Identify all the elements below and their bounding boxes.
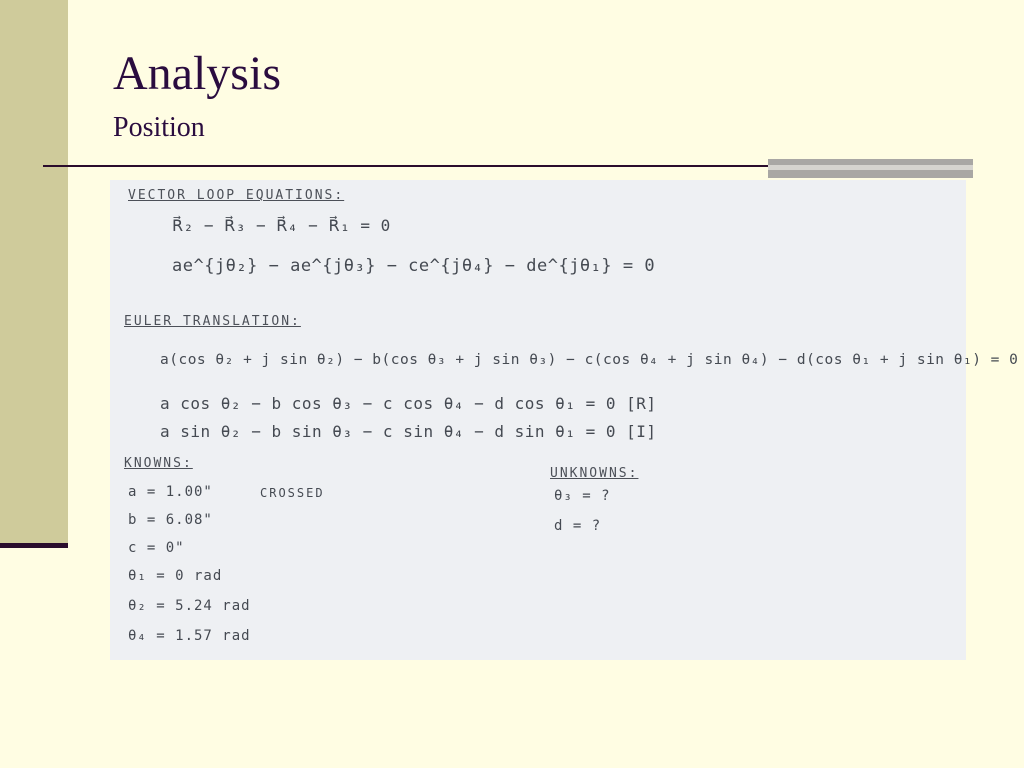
vector-loop-heading: VECTOR LOOP EQUATIONS: — [128, 188, 345, 203]
slide-subtitle: Position — [113, 112, 205, 143]
euler-equation: a(cos θ₂ + j sin θ₂) − b(cos θ₃ + j sin θ₃) − c(cos θ₄ + j sin θ₄) − d(cos θ₁ + j sin θ₁) = 0 — [160, 352, 1019, 368]
known-b: b = 6.08" — [128, 512, 213, 528]
imaginary-component-equation: a sin θ₂ − b sin θ₃ − c sin θ₄ − d sin θ₁ = 0 [I] — [160, 422, 657, 441]
complex-loop-equation: ae^{jθ₂} − ae^{jθ₃} − ce^{jθ₄} − de^{jθ₁} = 0 — [172, 256, 656, 276]
crossed-label: CROSSED — [260, 486, 325, 500]
known-theta-1: θ₁ = 0 rad — [128, 568, 223, 584]
known-theta-4: θ₄ = 1.57 rad — [128, 628, 251, 644]
slide-title: Analysis — [113, 47, 281, 100]
side-bar-edge-decoration — [0, 543, 68, 548]
unknown-theta-3: θ₃ = ? — [554, 488, 611, 504]
vector-loop-equation: R⃗₂ − R⃗₃ − R⃗₄ − R⃗₁ = 0 — [172, 216, 391, 235]
knowns-heading: KNOWNS: — [124, 456, 193, 471]
known-theta-2: θ₂ = 5.24 rad — [128, 598, 251, 614]
divider-accent-highlight — [768, 165, 973, 170]
known-c: c = 0" — [128, 540, 185, 556]
euler-heading: EULER TRANSLATION: — [124, 314, 301, 329]
known-a: a = 1.00" — [128, 484, 213, 500]
real-component-equation: a cos θ₂ − b cos θ₃ − c cos θ₄ − d cos θ₁ = 0 [R] — [160, 394, 657, 413]
unknown-d: d = ? — [554, 518, 602, 534]
unknowns-heading: UNKNOWNS: — [550, 466, 639, 481]
side-bar-decoration — [0, 0, 68, 545]
handwritten-notes-image — [110, 180, 1019, 660]
